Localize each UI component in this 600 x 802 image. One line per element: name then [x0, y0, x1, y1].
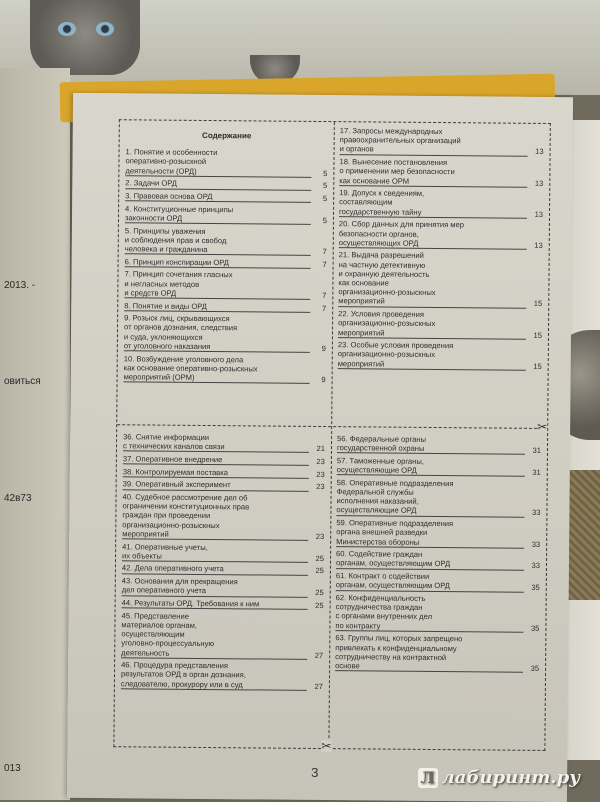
toc-entry-title: 42. Дела оперативного учета: [122, 564, 308, 576]
toc-entry: [337, 434, 541, 455]
toc-entry-title: 62. Конфиденциальность сотрудничества граждан с органами внутренних дел по контракту: [335, 593, 523, 632]
labirint-logo-icon: Л: [418, 768, 438, 788]
toc-entry-title: 57. Таможенные органы, осуществляющие ОРД: [337, 456, 525, 477]
toc-entry: [339, 188, 543, 218]
left-book-page: [0, 68, 70, 800]
toc-entry-page: 35: [530, 623, 540, 633]
left-page-fragment: 2013. -: [4, 280, 36, 291]
toc-entry: [124, 270, 326, 300]
toc-entry: [125, 147, 327, 177]
toc-entry-page: 15: [533, 330, 543, 340]
toc-entry: [338, 309, 542, 339]
toc-entry: [125, 179, 327, 191]
toc-entry-title: 59. Оперативные подразделения органа внешней разведки Министерства обороны: [336, 518, 524, 548]
toc-entry-page: 13: [534, 209, 544, 219]
toc-entry-title: 40. Судебное рассмотрение дел об ограничении конституционных прав граждан при проведении организационно-розыскных мероприятий: [122, 492, 308, 541]
toc-entry: [336, 478, 540, 518]
toc-entry: [122, 542, 324, 563]
toc-entry: [338, 251, 542, 309]
toc-entry-page: 25: [315, 566, 324, 576]
toc-entry-title: 23. Особые условия проведения организационно-розыскных мероприятий: [338, 340, 526, 370]
toc-entry-title: 9. Розыск лиц, скрывающихся от органов дознания, следствия и суда, уклоняющихся от уголовного наказания: [124, 314, 310, 353]
toc-entry-page: 31: [532, 446, 542, 456]
toc-entry-title: 36. Снятие информации с технических каналов связи: [123, 432, 309, 453]
toc-quadrant-bottom-right: [335, 434, 541, 675]
toc-entry-page: 35: [530, 663, 540, 673]
toc-entry-title: 5. Принципы уважения и соблюдения прав и свобод человека и гражданина: [125, 226, 311, 256]
toc-entry-title: 44. Результаты ОРД. Требования к ним: [122, 598, 308, 610]
toc-entry-title: 61. Контракт о содействии органам, осуществляющим ОРД: [336, 571, 524, 592]
toc-entry-title: 4. Конституционные принципы законности ОРД: [125, 204, 311, 225]
toc-entry-page: 5: [323, 168, 328, 178]
toc-entry: [124, 354, 326, 384]
scissors-icon: ✂: [321, 739, 332, 754]
toc-entry-page: 7: [321, 303, 327, 313]
toc-entry: [339, 157, 543, 187]
toc-entry-page: 25: [315, 553, 325, 563]
toc-entry: [123, 432, 325, 453]
toc-page: [67, 93, 573, 802]
toc-entry: [336, 518, 540, 548]
page-number: 3: [311, 764, 319, 780]
toc-entry-title: 46. Процедура представления результатов ОРД в орган дознания, следователю, прокурору или в суд: [121, 661, 307, 691]
toc-entry: [338, 340, 542, 370]
toc-entry-page: 13: [534, 178, 544, 188]
toc-entry-page: 25: [315, 588, 324, 598]
toc-entry: [337, 456, 541, 477]
toc-entry: [122, 576, 324, 597]
watermark-text: лабиринт.ру: [441, 767, 580, 788]
toc-quadrant-top-right: [338, 126, 544, 373]
toc-entry-page: 33: [531, 508, 541, 518]
toc-entry: [125, 257, 327, 269]
toc-entry-page: 7: [322, 290, 327, 300]
toc-entry-title: 18. Вынесение постановления о применении мер безопасности как основание ОРМ: [339, 157, 527, 187]
toc-entry-page: 21: [316, 444, 326, 454]
toc-entry-title: 6. Принцип конспирации ОРД: [125, 257, 311, 269]
toc-entry: [125, 226, 327, 256]
toc-entry: [340, 126, 544, 156]
toc-quadrant-bottom-left: [121, 432, 325, 693]
toc-entry: [125, 191, 327, 203]
toc-entry: [122, 564, 324, 576]
toc-entry-title: 45. Представление материалов органам, осуществляющим уголовно-процессуальную деятельность: [121, 611, 307, 660]
toc-entry: [336, 549, 540, 570]
toc-entry-title: 22. Условия проведения организационно-розыскных мероприятий: [338, 309, 526, 339]
toc-quadrant-top-left: [124, 126, 328, 386]
toc-grid: [113, 119, 550, 754]
toc-entry: [122, 492, 324, 541]
scissors-icon: ✂: [537, 419, 548, 434]
toc-entry-page: 23: [316, 482, 325, 492]
cat-eye-icon: [58, 22, 76, 36]
toc-entry-page: 33: [531, 539, 541, 549]
toc-entry: [335, 593, 539, 633]
toc-entry-title: 2. Задачи ОРД: [125, 179, 311, 191]
toc-entry-title: 38. Контролируемая поставка: [123, 467, 309, 479]
toc-entry-page: 7: [322, 247, 327, 257]
toc-entry-title: 1. Понятие и особенности оперативно-розыскной деятельности (ОРД): [125, 147, 311, 177]
toc-entry-title: 63. Группы лиц, которых запрещено привлекать к конфиденциальному сотрудничеству на контрактной основе: [335, 634, 523, 673]
toc-entry: [122, 598, 324, 610]
toc-entry: [335, 634, 539, 674]
cat-photo-icon: [30, 0, 140, 75]
toc-entry-title: 21. Выдача разрешений на частную детективную и охранную деятельность как основание организационно-розыскных мероприятий: [338, 251, 526, 309]
toc-entry-page: 15: [533, 299, 543, 309]
left-page-fragment: овиться: [4, 376, 41, 387]
toc-entry-title: 41. Оперативные учеты, их объекты: [122, 542, 308, 563]
toc-entry-page: 33: [531, 561, 541, 571]
toc-entry-page: 23: [315, 531, 325, 541]
left-page-fragment: 013: [4, 763, 21, 774]
toc-entry-title: 37. Оперативное внедрение: [123, 454, 309, 466]
toc-entry: [124, 301, 326, 313]
toc-entry-page: 23: [316, 469, 325, 479]
toc-entry: [123, 454, 325, 466]
toc-entry-title: 58. Оперативные подразделения Федеральной службы исполнения наказаний, осуществляющие ОРД: [336, 478, 524, 517]
toc-entry-title: 17. Запросы международных правоохранительных организаций и органов: [340, 126, 528, 156]
watermark: [418, 767, 580, 788]
toc-entry-page: 5: [323, 181, 328, 191]
toc-entry: [125, 204, 327, 225]
vertical-cut-line: [328, 122, 334, 748]
toc-title: Содержание: [202, 130, 252, 141]
toc-entry: [124, 314, 326, 354]
toc-entry: [339, 219, 543, 249]
toc-entry-title: 39. Оперативный эксперимент: [123, 480, 309, 492]
toc-entry: [121, 611, 323, 660]
toc-entry-title: 3. Правовая основа ОРД: [125, 191, 311, 203]
toc-entry-title: 60. Содействие граждан органам, осуществляющим ОРД: [336, 549, 524, 570]
toc-entry: [336, 571, 540, 592]
toc-entry-page: 5: [322, 215, 328, 225]
toc-entry-page: 23: [316, 456, 325, 466]
toc-entry-page: 15: [533, 361, 542, 371]
toc-entry-page: 27: [314, 650, 324, 660]
toc-entry-page: 5: [322, 194, 328, 204]
toc-entry-title: 56. Федеральные органы государственной охраны: [337, 434, 525, 455]
left-page-fragment: 42в73: [4, 493, 32, 504]
toc-entry-page: 13: [535, 147, 544, 157]
toc-entry: [123, 480, 325, 492]
cat-eye-icon: [96, 22, 114, 36]
toc-entry-title: 7. Принцип сочетания гласных и негласных методов и средств ОРД: [124, 270, 310, 300]
toc-entry: [121, 661, 323, 691]
toc-entry-page: 7: [322, 259, 327, 269]
toc-entry-title: 20. Сбор данных для принятия мер безопасности органов, осуществляющих ОРД: [339, 219, 527, 249]
toc-entry: [123, 467, 325, 479]
toc-entry-page: 9: [321, 343, 326, 353]
toc-entry-title: 8. Понятие и виды ОРД: [124, 301, 310, 313]
toc-entry-page: 35: [531, 583, 540, 593]
toc-entry-page: 31: [532, 467, 541, 478]
toc-entry-title: 43. Основания для прекращения дел оперативного учета: [122, 576, 308, 597]
toc-entry-page: 27: [314, 681, 323, 691]
toc-entry-page: 13: [534, 240, 543, 250]
toc-entry-page: 25: [315, 601, 324, 611]
toc-entry-page: 9: [321, 374, 326, 385]
toc-entry-title: 10. Возбуждение уголовного дела как основание оперативно-розыскных мероприятий (ОРМ): [124, 354, 310, 384]
toc-entry-title: 19. Допуск к сведениям, составляющим государственную тайну: [339, 188, 527, 218]
